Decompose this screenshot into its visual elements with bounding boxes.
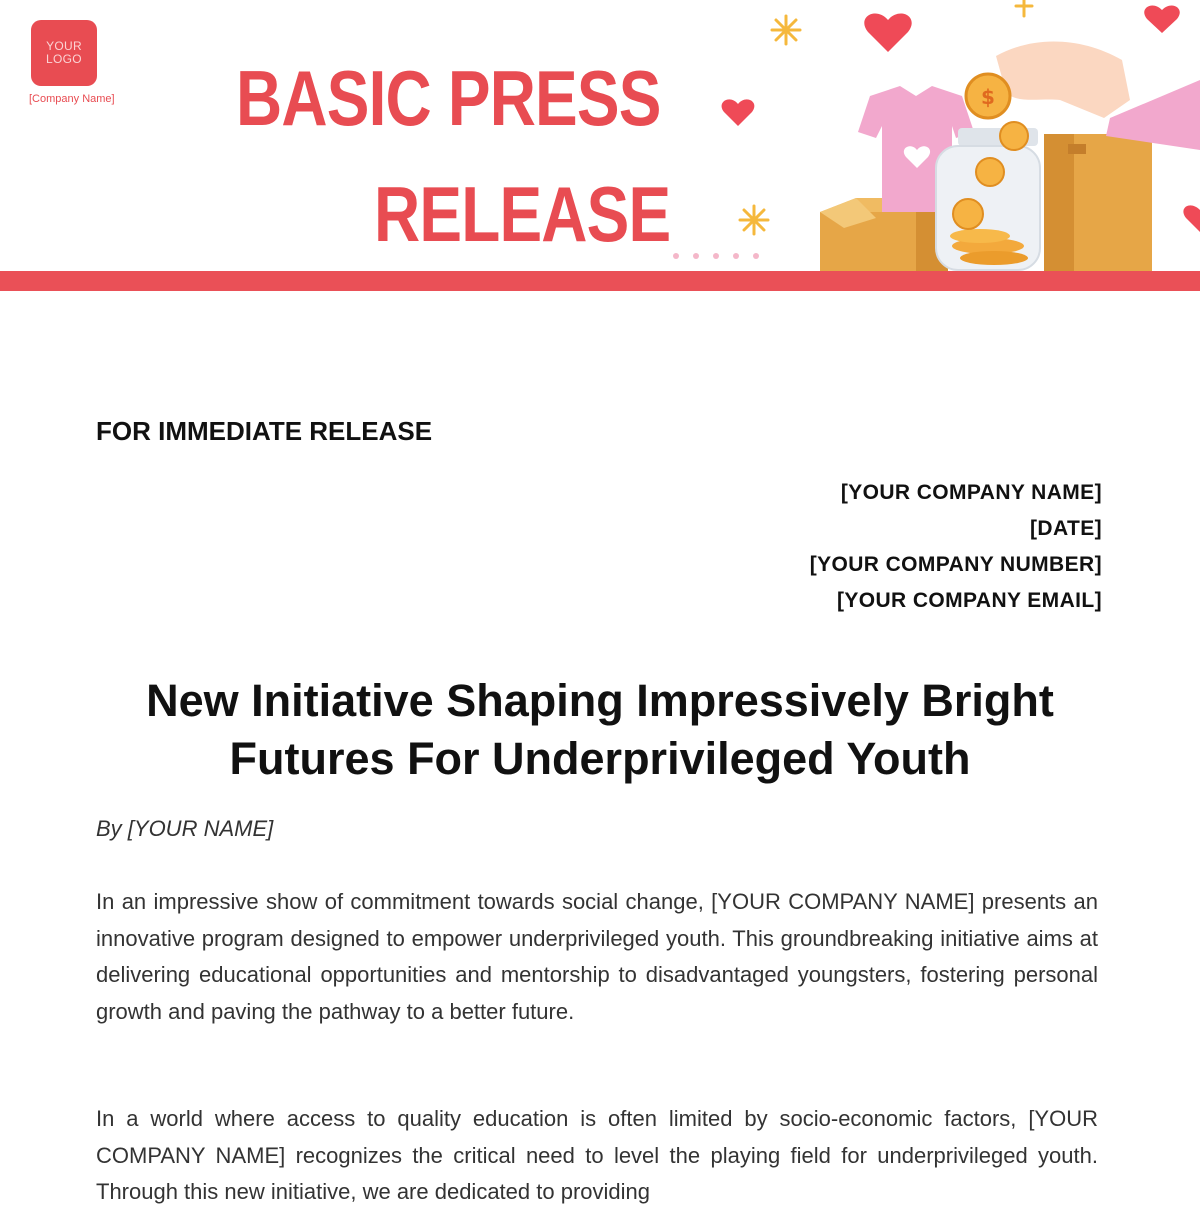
author-byline: By [YOUR NAME] — [96, 816, 274, 841]
heart-icon — [1183, 205, 1200, 232]
contact-date: [DATE] — [1030, 517, 1102, 540]
body-paragraph: In a world where access to quality education is often limited by socio-economic factors, [YOUR COMPANY NAME] recognizes the critical need to level the playing field for underprivileged youth. Through this new initiative, we are dedicated to providing — [96, 1106, 1098, 1204]
svg-text:$: $ — [981, 85, 995, 109]
contact-company-name: [YOUR COMPANY NAME] — [840, 481, 1102, 504]
logo-company-name: [Company Name] — [29, 93, 115, 105]
box-icon — [1044, 134, 1152, 272]
document-title-line-2: RELEASE — [374, 170, 671, 258]
dots-decoration — [673, 253, 759, 259]
document-title-line-1: BASIC PRESS — [236, 54, 661, 142]
sparkle-icon — [740, 206, 768, 234]
sparkle-icon — [1016, 0, 1032, 16]
logo-line-1: YOUR — [46, 39, 82, 53]
header-divider-bar — [0, 271, 1200, 291]
heart-icon — [1144, 5, 1180, 33]
body-paragraph: In an impressive show of commitment towards social change, [YOUR COMPANY NAME] presents an innovative program designed to empower underprivileged youth. This groundbreaking initiative aims at delivering educational opportunities and mentorship to disadvantaged youngsters, fostering personal growth and paving the pathway to a better future. — [96, 889, 1098, 1024]
heart-icon — [722, 99, 755, 126]
logo-line-2: LOGO — [46, 52, 82, 66]
headline-line-1: New Initiative Shaping Impressively Bright — [146, 675, 1054, 726]
company-logo — [31, 20, 97, 86]
donation-illustration — [660, 0, 1200, 272]
sparkle-icon — [772, 16, 800, 44]
headline-line-2: Futures For Underprivileged Youth — [229, 733, 971, 784]
coin-jar-icon — [936, 128, 1040, 270]
contact-company-email: [YOUR COMPANY EMAIL] — [836, 589, 1102, 612]
release-label: FOR IMMEDIATE RELEASE — [96, 416, 433, 446]
hand-with-coin-icon — [966, 41, 1200, 150]
heart-icon — [864, 14, 911, 52]
contact-company-number: [YOUR COMPANY NUMBER] — [809, 553, 1102, 576]
page-header — [0, 0, 1200, 292]
contact-block — [810, 475, 1102, 619]
press-release-headline — [60, 672, 1140, 788]
